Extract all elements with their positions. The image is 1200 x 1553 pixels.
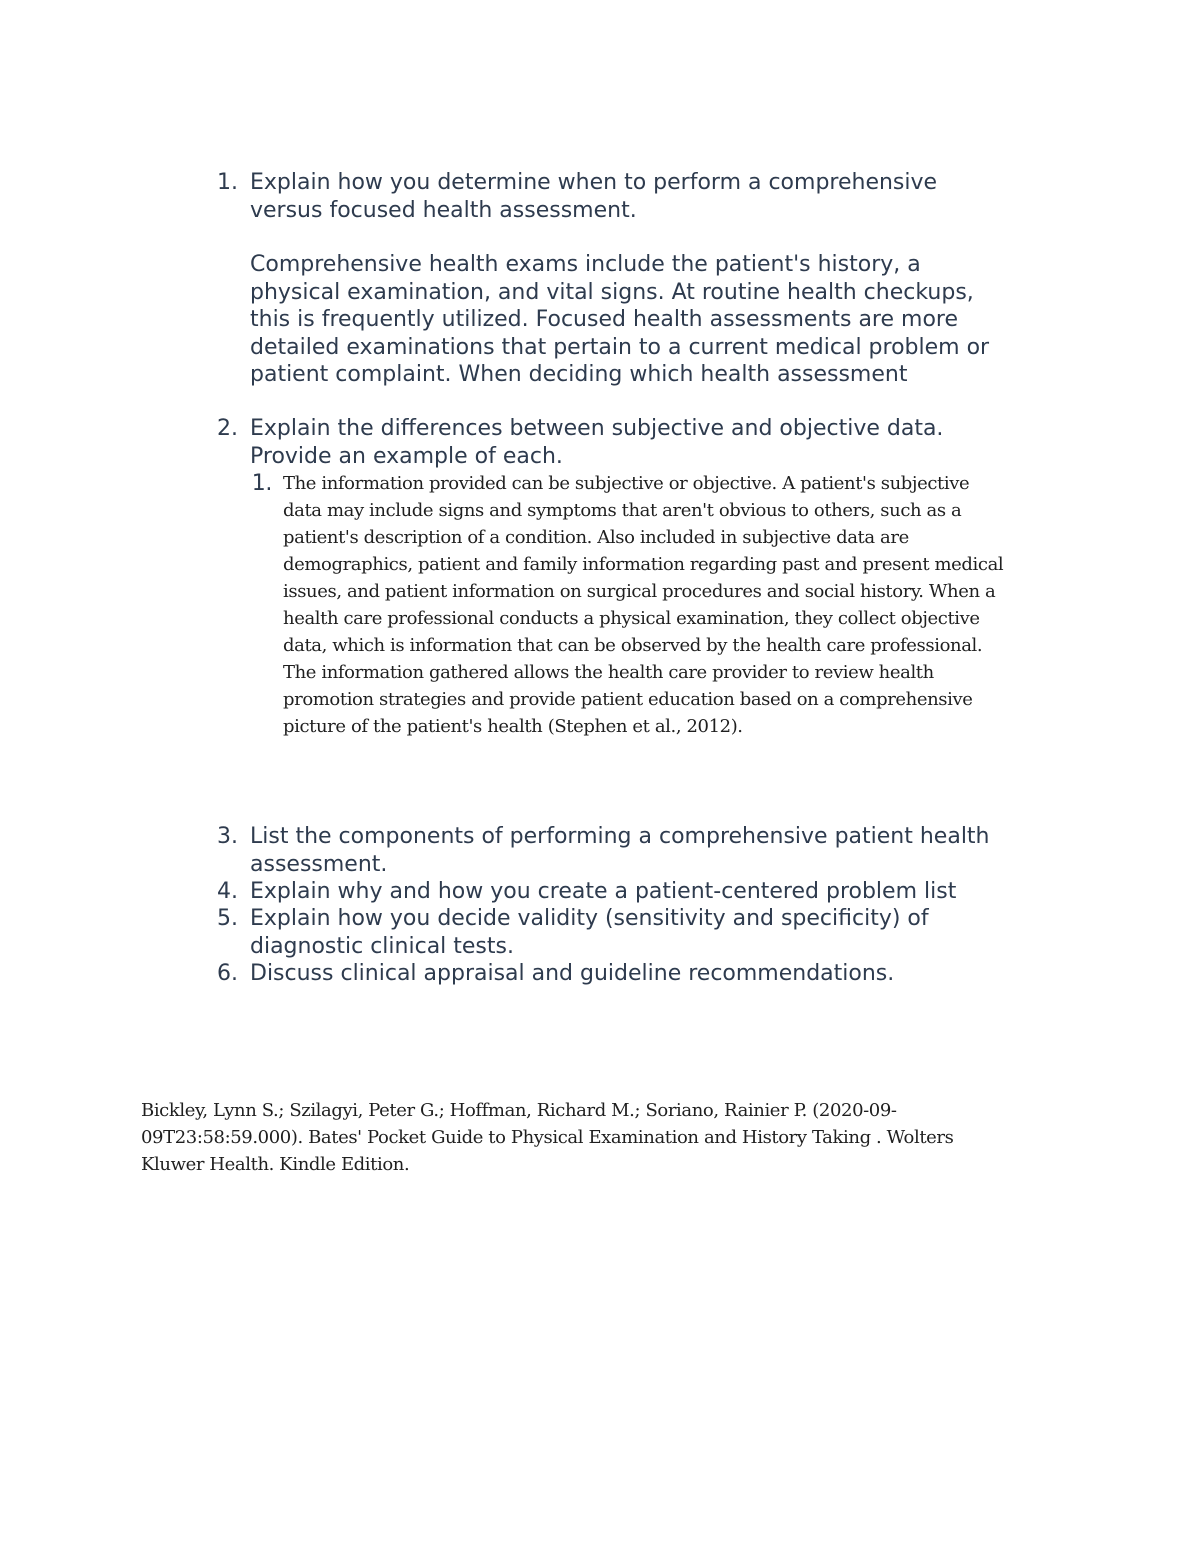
question-6-text: Discuss clinical appraisal and guideline recommendations. <box>250 961 895 986</box>
question-3-number: 3. <box>217 824 238 849</box>
question-5-text: Explain how you decide validity (sensitivity and specificity) of diagnostic clinical tests. <box>250 906 929 959</box>
reference-citation: Bickley, Lynn S.; Szilagyi, Peter G.; Hoffman, Richard M.; Soriano, Rainier P. (2020-09- 09T23:58:59.000). Bates' Pocket Guide to Physical Examination and History Taking . Wolters Kluwer Health. Kindle Edition. <box>141 1100 954 1175</box>
question-4-text: Explain why and how you create a patient-centered problem list <box>250 879 957 904</box>
question-4-number: 4. <box>217 879 238 904</box>
question-2-text: Explain the differences between subjective and objective data. Provide an example of each. <box>250 416 944 469</box>
question-2-number: 2. <box>217 416 238 441</box>
answer-2-number: 1. <box>251 471 272 496</box>
question-3-text: List the components of performing a comprehensive patient health assessment. <box>250 824 990 877</box>
question-5-number: 5. <box>217 906 238 931</box>
answer-2-text: The information provided can be subjective or objective. A patient's subjective data may include signs and symptoms that aren't obvious to others, such as a patient's description of a condition. Also included in subjective data are demographics, patient and family information regarding past and present medical issues, and patient information on surgical procedures and social history. When a health care professional conducts a physical examination, they collect objective data, which is information that can be observed by the health care professional. The information gathered allows the health care provider to review health promotion strategies and provide patient education based on a comprehensive picture of the patient's health (Stephen et al., 2012). <box>283 473 1004 737</box>
answer-1-text: Comprehensive health exams include the patient's history, a physical examination, and vital signs. At routine health checkups, this is frequently utilized. Focused health assessments are more detailed examinations that pertain to a current medical problem or patient complaint. When deciding which health assessment <box>250 252 990 387</box>
question-1-number: 1. <box>217 170 238 195</box>
question-1-text: Explain how you determine when to perform a comprehensive versus focused health assessment. <box>250 170 938 223</box>
question-6-number: 6. <box>217 961 238 986</box>
